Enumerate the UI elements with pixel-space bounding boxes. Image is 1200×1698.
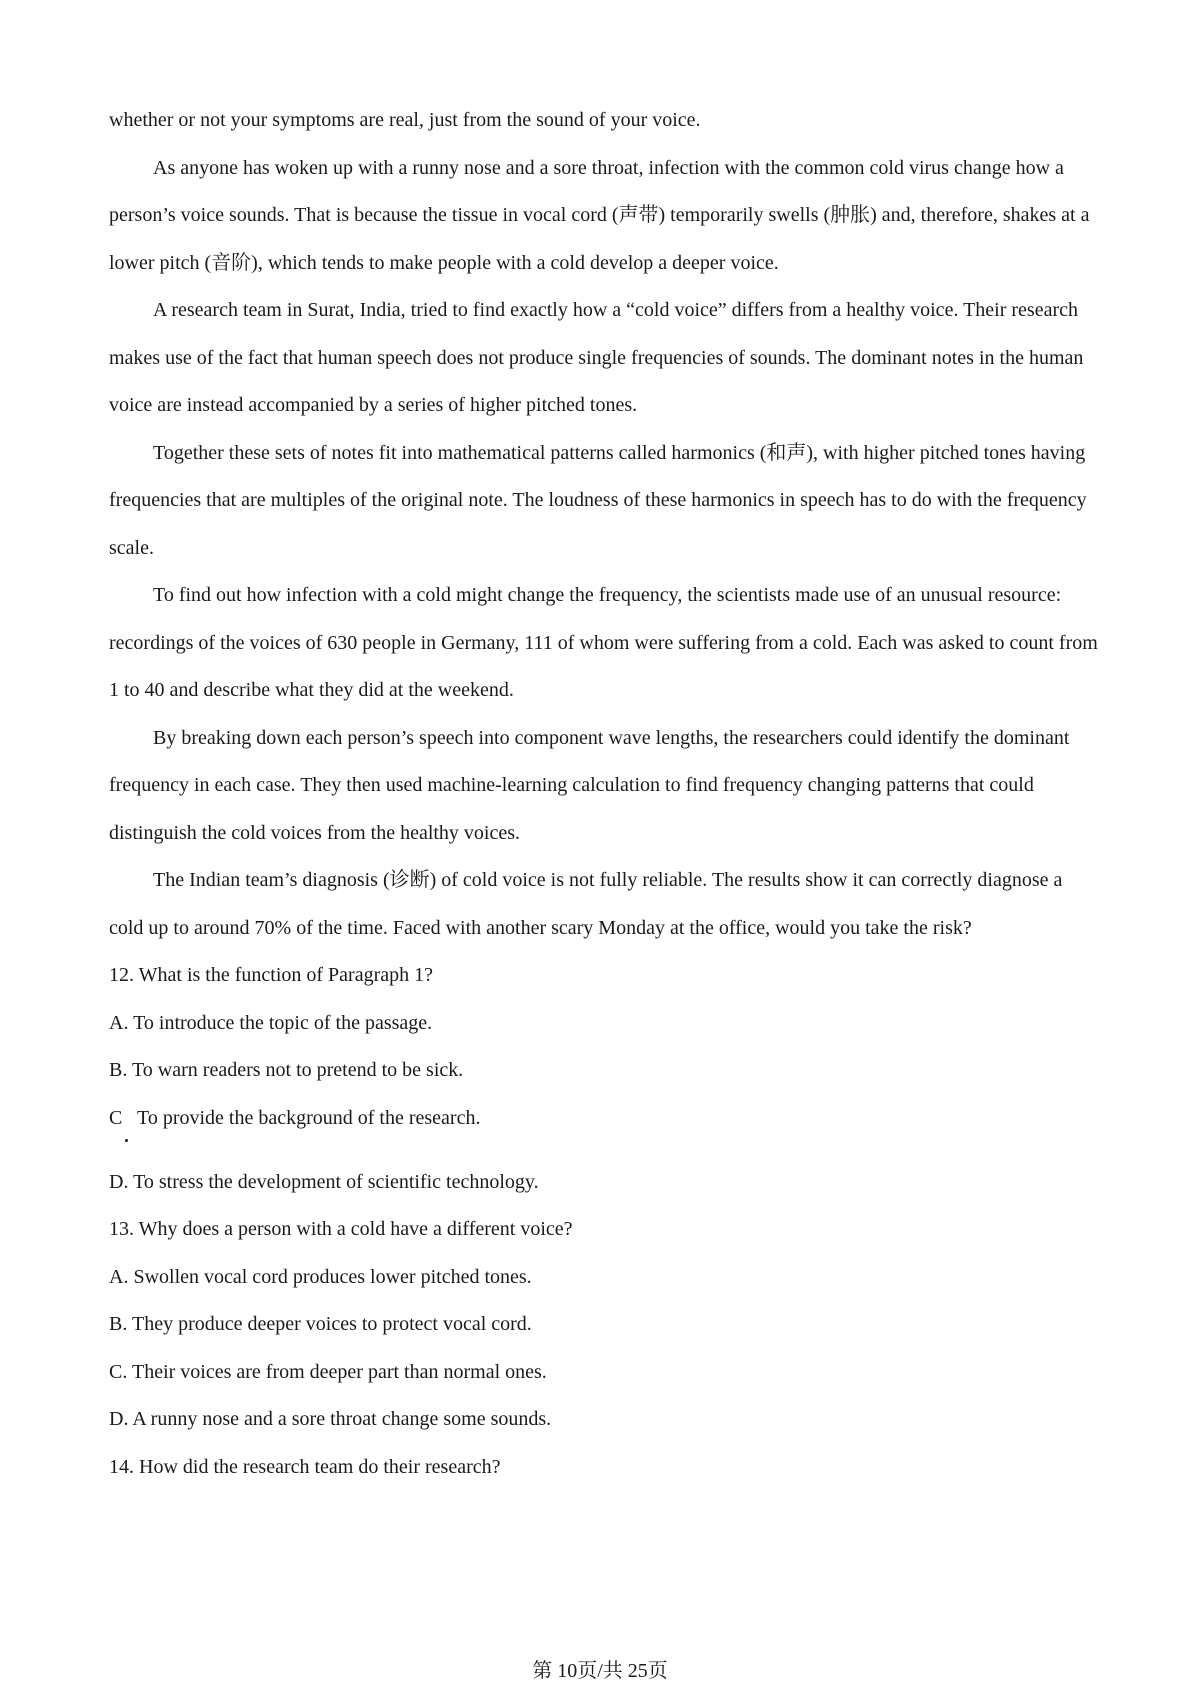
option-a: A. To introduce the topic of the passage. bbox=[109, 1011, 433, 1034]
option-b: B. They produce deeper voices to protect vocal cord. bbox=[109, 1313, 532, 1335]
option-c bbox=[109, 1095, 1099, 1159]
option-d: D. To stress the development of scientific technology. bbox=[109, 1170, 539, 1193]
question-12 bbox=[109, 952, 1099, 1206]
document-page bbox=[109, 97, 1099, 1491]
paragraph-harmonics: Together these sets of notes fit into mathematical patterns called harmonics (和声), with higher pitched tones having frequencies that are multiples of the original note. The loudness of these harmonics in speech has to do with the frequency scale. bbox=[109, 441, 1087, 559]
paragraph-research-team: A research team in Surat, India, tried to find exactly how a “cold voice” differs from a healthy voice. Their research makes use of the fact that human speech does not produce single frequencies of sounds. The dominant notes in the human voice are instead accompanied by a series of higher pitched tones. bbox=[109, 299, 1084, 416]
question-stem: 12. What is the function of Paragraph 1? bbox=[109, 964, 433, 986]
paragraph-cold-voice-cause: As anyone has woken up with a runny nose and a sore throat, infection with the common cold virus change how a person’s voice sounds. That is because the tissue in vocal cord (声带) temporarily swells (肿胀) and, therefore, shakes at a lower pitch (音阶), which tends to make people with a cold develop a deeper voice. bbox=[109, 156, 1090, 274]
question-13 bbox=[109, 1206, 1099, 1444]
paragraph-analysis: By breaking down each person’s speech into component wave lengths, the researchers could identify the dominant frequency in each case. They then used machine-learning calculation to find frequency changing patterns that could distinguish the cold voices from the healthy voices. bbox=[109, 726, 1070, 844]
question-stem: 13. Why does a person with a cold have a different voice? bbox=[109, 1218, 573, 1240]
option-letter: C bbox=[109, 1106, 123, 1129]
question-stem: 14. How did the research team do their research? bbox=[109, 1455, 501, 1478]
paragraph-continued: whether or not your symptoms are real, just from the sound of your voice. bbox=[109, 109, 701, 131]
option-a: A. Swollen vocal cord produces lower pitched tones. bbox=[109, 1265, 532, 1288]
page-number: 第 10页/共 25页 bbox=[532, 1660, 668, 1682]
option-b: B. To warn readers not to pretend to be sick. bbox=[109, 1059, 464, 1081]
period-dot bbox=[125, 1139, 128, 1142]
option-c: C. Their voices are from deeper part than normal ones. bbox=[109, 1360, 547, 1383]
paragraph-diagnosis: The Indian team’s diagnosis (诊断) of cold voice is not fully reliable. The results show it can correctly diagnose a cold up to around 70% of the time. Faced with another scary Monday at the office, would you take the risk? bbox=[109, 869, 1063, 939]
paragraph-recordings: To find out how infection with a cold might change the frequency, the scientists made use of an unusual resource: recordings of the voices of 630 people in Germany, 111 of whom were suffering from a cold. Each was asked to count from 1 to 40 and describe what they did at the weekend. bbox=[109, 584, 1098, 701]
question-14 bbox=[109, 1444, 1099, 1492]
option-text: To provide the background of the research. bbox=[137, 1106, 481, 1129]
option-d: D. A runny nose and a sore throat change some sounds. bbox=[109, 1408, 552, 1430]
